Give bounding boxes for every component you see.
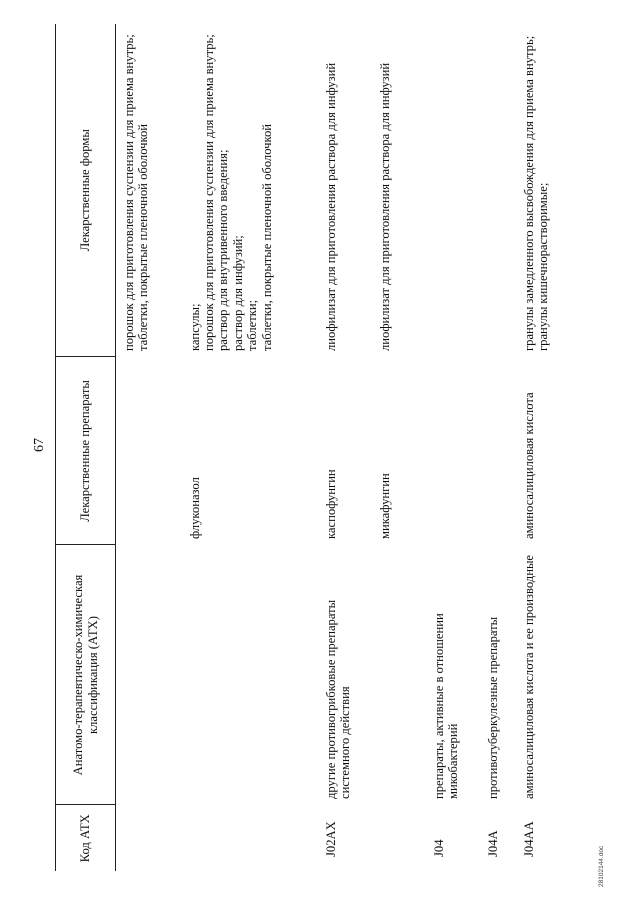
table-row <box>516 24 574 871</box>
atc-code-cell <box>116 805 182 871</box>
drug-name: флуконазол <box>187 477 202 539</box>
forms-cell <box>426 24 480 357</box>
drug-cell <box>480 357 516 545</box>
table-row <box>318 24 372 871</box>
atc-code-cell <box>516 805 574 871</box>
table-row <box>372 24 426 871</box>
atc-code: J04AA <box>521 821 536 857</box>
drug-cell <box>426 357 480 545</box>
page-number: 67 <box>32 438 47 452</box>
atc-code-cell <box>426 805 480 871</box>
drug-name: каспофунгин <box>323 469 338 539</box>
drug-cell <box>318 357 372 545</box>
dosage-forms: лиофилизат для приготовления раствора для инфузий <box>377 62 392 351</box>
classification-cell <box>116 545 182 805</box>
atc-code: J04A <box>485 830 500 857</box>
dosage-forms: порошок для приготовления суспензии для приема внутрь; таблетки, покрытые пленочной оболочкой <box>122 34 151 351</box>
forms-cell <box>480 24 516 357</box>
drug-cell <box>516 357 574 545</box>
atc-code-cell <box>480 805 516 871</box>
forms-cell <box>516 24 574 357</box>
dosage-forms: капсулы; порошок для приготовления суспензии для приема внутрь; раствор для внутривенного введения; раствор для инфузий; таблетки; таблетки, покрытые пленочной оболочкой <box>187 34 274 351</box>
atc-code-cell <box>182 805 318 871</box>
header-forms: Лекарственные формы <box>56 24 116 357</box>
table-row <box>426 24 480 871</box>
drug-name: микафунгин <box>377 473 392 539</box>
drug-cell <box>116 357 182 545</box>
drug-cell <box>182 357 318 545</box>
forms-cell <box>372 24 426 357</box>
forms-cell <box>318 24 372 357</box>
table-row <box>182 24 318 871</box>
forms-cell <box>116 24 182 357</box>
header-classification: Анатомо-терапевтическо-химическая классификация (АТХ) <box>56 545 116 805</box>
classification-cell <box>480 545 516 805</box>
classification-cell <box>318 545 372 805</box>
classification-text: аминосалициловая кислота и ее производные <box>521 554 536 799</box>
atc-drug-table <box>55 24 574 871</box>
classification-cell <box>372 545 426 805</box>
atc-code: J04 <box>431 839 446 857</box>
drug-cell <box>372 357 426 545</box>
table-header-row <box>56 24 116 871</box>
dosage-forms: лиофилизат для приготовления раствора для инфузий <box>323 62 338 351</box>
classification-text: препараты, активные в отношении микобактерий <box>431 613 460 799</box>
atc-code-cell <box>318 805 372 871</box>
table-row <box>480 24 516 871</box>
header-drugs: Лекарственные препараты <box>56 357 116 545</box>
forms-cell <box>182 24 318 357</box>
classification-cell <box>516 545 574 805</box>
classification-text: противотуберкулезные препараты <box>485 616 500 799</box>
drug-name: аминосалициловая кислота <box>521 392 536 539</box>
dosage-forms: гранулы замедленного высвобождения для приема внутрь; гранулы кишечнорастворимые; <box>521 35 550 351</box>
table-row <box>116 24 182 871</box>
atc-code-cell <box>372 805 426 871</box>
classification-text: другие противогрибковые препараты системного действия <box>323 599 352 799</box>
classification-cell <box>182 545 318 805</box>
document-file-id: 28102144.doc <box>598 845 605 887</box>
header-code: Код АТХ <box>56 805 116 871</box>
classification-cell <box>426 545 480 805</box>
atc-code: J02AX <box>323 821 338 857</box>
